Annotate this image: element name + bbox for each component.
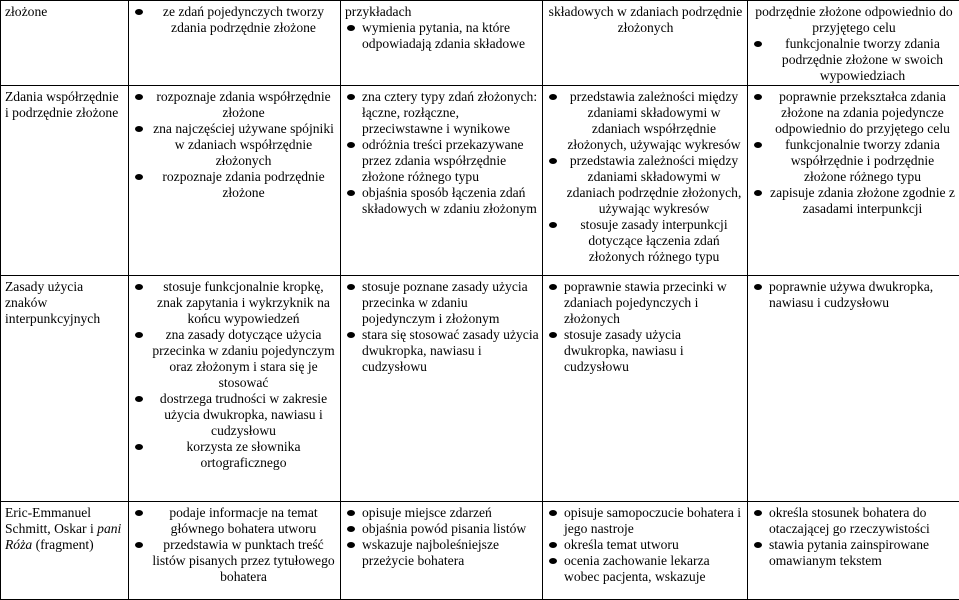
list-item: zna cztery typy zdań złożonych: łączne, rozłączne, przeciwstawne i wynikowe — [345, 89, 539, 137]
requirement-list — [133, 505, 337, 585]
list-item: objaśnia powód pisania listów — [345, 521, 539, 537]
requirements-cell-advanced — [543, 502, 748, 600]
requirements-cell-intermediate — [341, 276, 543, 502]
list-item: stosuje zasady interpunkcji dotyczące łączenia zdań złożonych różnego typu — [547, 217, 744, 265]
table-row — [1, 86, 959, 276]
topic-label: Zasady użycia znaków interpunkcyjnych — [5, 279, 100, 326]
requirements-cell-intermediate — [341, 1, 543, 86]
list-item: poprawnie stawia przecinki w zdaniach pojedynczych i złożonych — [547, 279, 744, 327]
requirements-cell-basic — [129, 276, 341, 502]
list-item: rozpoznaje zdania podrzędnie złożone — [133, 169, 337, 201]
topic-cell — [1, 86, 129, 276]
requirement-list — [547, 89, 744, 265]
requirement-list — [547, 279, 744, 375]
table-row — [1, 276, 959, 502]
list-item: poprawnie przekształca zdania złożone na zdania pojedyncze odpowiednio do przyjętego celu — [752, 89, 956, 137]
list-item: opisuje samopoczucie bohatera i jego nastroje — [547, 505, 744, 537]
requirements-cell-intermediate — [341, 86, 543, 276]
list-item: funkcjonalnie tworzy zdania współrzędnie i podrzędnie złożone różnego typu — [752, 137, 956, 185]
list-item: dostrzega trudności w zakresie użycia dwukropka, nawiasu i cudzysłowu — [133, 391, 337, 439]
requirements-cell-excellent — [748, 86, 959, 276]
list-item: opisuje miejsce zdarzeń — [345, 505, 539, 521]
topic-work-title: pani Róża — [5, 521, 121, 552]
list-item: ze zdań pojedynczych tworzy zdania podrzędnie złożone — [133, 4, 337, 36]
list-item: funkcjonalnie tworzy zdania podrzędnie złożone w swoich wypowiedziach — [752, 36, 956, 84]
requirements-cell-excellent — [748, 276, 959, 502]
list-item: określa temat utworu — [547, 537, 744, 553]
requirements-cell-basic — [129, 86, 341, 276]
requirement-list — [345, 505, 539, 569]
requirements-cell-basic — [129, 1, 341, 86]
topic-cell — [1, 502, 129, 600]
requirement-list — [752, 505, 956, 569]
list-item: wskazuje najboleśniejsze przeżycie bohatera — [345, 537, 539, 569]
list-item: ocenia zachowanie lekarza wobec pacjenta, wskazuje — [547, 553, 744, 585]
requirement-list — [752, 4, 956, 84]
list-item: stara się stosować zasady użycia dwukropka, nawiasu i cudzysłowu — [345, 327, 539, 375]
requirement-list — [547, 505, 744, 585]
list-item: rozpoznaje zdania współrzędnie złożone — [133, 89, 337, 121]
requirement-list — [133, 4, 337, 36]
list-item: stosuje funkcjonalnie kropkę, znak zapytania i wykrzyknik na końcu wypowiedzeń — [133, 279, 337, 327]
topic-note: (fragment) — [36, 537, 94, 552]
requirement-list — [345, 89, 539, 217]
topic-label: złożone — [5, 4, 47, 19]
table-row — [1, 502, 959, 600]
list-item: składowych w zdaniach podrzędnie złożonych — [547, 4, 744, 36]
list-item: stosuje zasady użycia dwukropka, nawiasu i cudzysłowu — [547, 327, 744, 375]
requirement-list — [752, 89, 956, 217]
list-item: objaśnia sposób łączenia zdań składowych w zdaniu złożonym — [345, 185, 539, 217]
requirements-cell-advanced — [543, 1, 748, 86]
requirements-cell-excellent — [748, 502, 959, 600]
requirement-list — [752, 279, 956, 311]
list-item: odróżnia treści przekazywane przez zdania współrzędnie złożone różnego typu — [345, 137, 539, 185]
list-item: korzysta ze słownika ortograficznego — [133, 439, 337, 471]
topic-cell — [1, 1, 129, 86]
list-item: przedstawia zależności między zdaniami składowymi w zdaniach podrzędnie złożonych, używając wykresów — [547, 153, 744, 217]
list-item: określa stosunek bohatera do otaczającej go rzeczywistości — [752, 505, 956, 537]
list-item: stosuje poznane zasady użycia przecinka w zdaniu pojedynczym i złożonym — [345, 279, 539, 327]
list-item: podaje informacje na temat głównego bohatera utworu — [133, 505, 337, 537]
list-item: zapisuje zdania złożone zgodnie z zasadami interpunkcji — [752, 185, 956, 217]
list-item: zna najczęściej używane spójniki w zdaniach współrzędnie złożonych — [133, 121, 337, 169]
list-item: zna zasady dotyczące użycia przecinka w zdaniu pojedynczym oraz złożonym i stara się je stosować — [133, 327, 337, 391]
requirements-cell-excellent — [748, 1, 959, 86]
requirement-list — [133, 89, 337, 201]
list-item: podrzędnie złożone odpowiednio do przyjętego celu — [752, 4, 956, 36]
requirement-list — [345, 4, 539, 52]
requirement-list — [133, 279, 337, 471]
requirements-cell-advanced — [543, 86, 748, 276]
requirement-list — [345, 279, 539, 375]
table-row — [1, 1, 959, 86]
list-item: przykładach — [345, 4, 539, 20]
list-item: przedstawia zależności między zdaniami składowymi w zdaniach współrzędnie złożonych, używając wykresów — [547, 89, 744, 153]
requirements-cell-basic — [129, 502, 341, 600]
topic-cell — [1, 276, 129, 502]
topic-label: Zdania współrzędnie i podrzędnie złożone — [5, 89, 119, 120]
list-item: poprawnie używa dwukropka, nawiasu i cudzysłowu — [752, 279, 956, 311]
list-item: wymienia pytania, na które odpowiadają zdania składowe — [345, 20, 539, 52]
list-item: stawia pytania zainspirowane omawianym tekstem — [752, 537, 956, 569]
list-item: przedstawia w punktach treść listów pisanych przez tytułowego bohatera — [133, 537, 337, 585]
topic-author: Eric-Emmanuel Schmitt, Oskar i — [5, 505, 94, 536]
requirements-cell-advanced — [543, 276, 748, 502]
requirements-cell-intermediate — [341, 502, 543, 600]
